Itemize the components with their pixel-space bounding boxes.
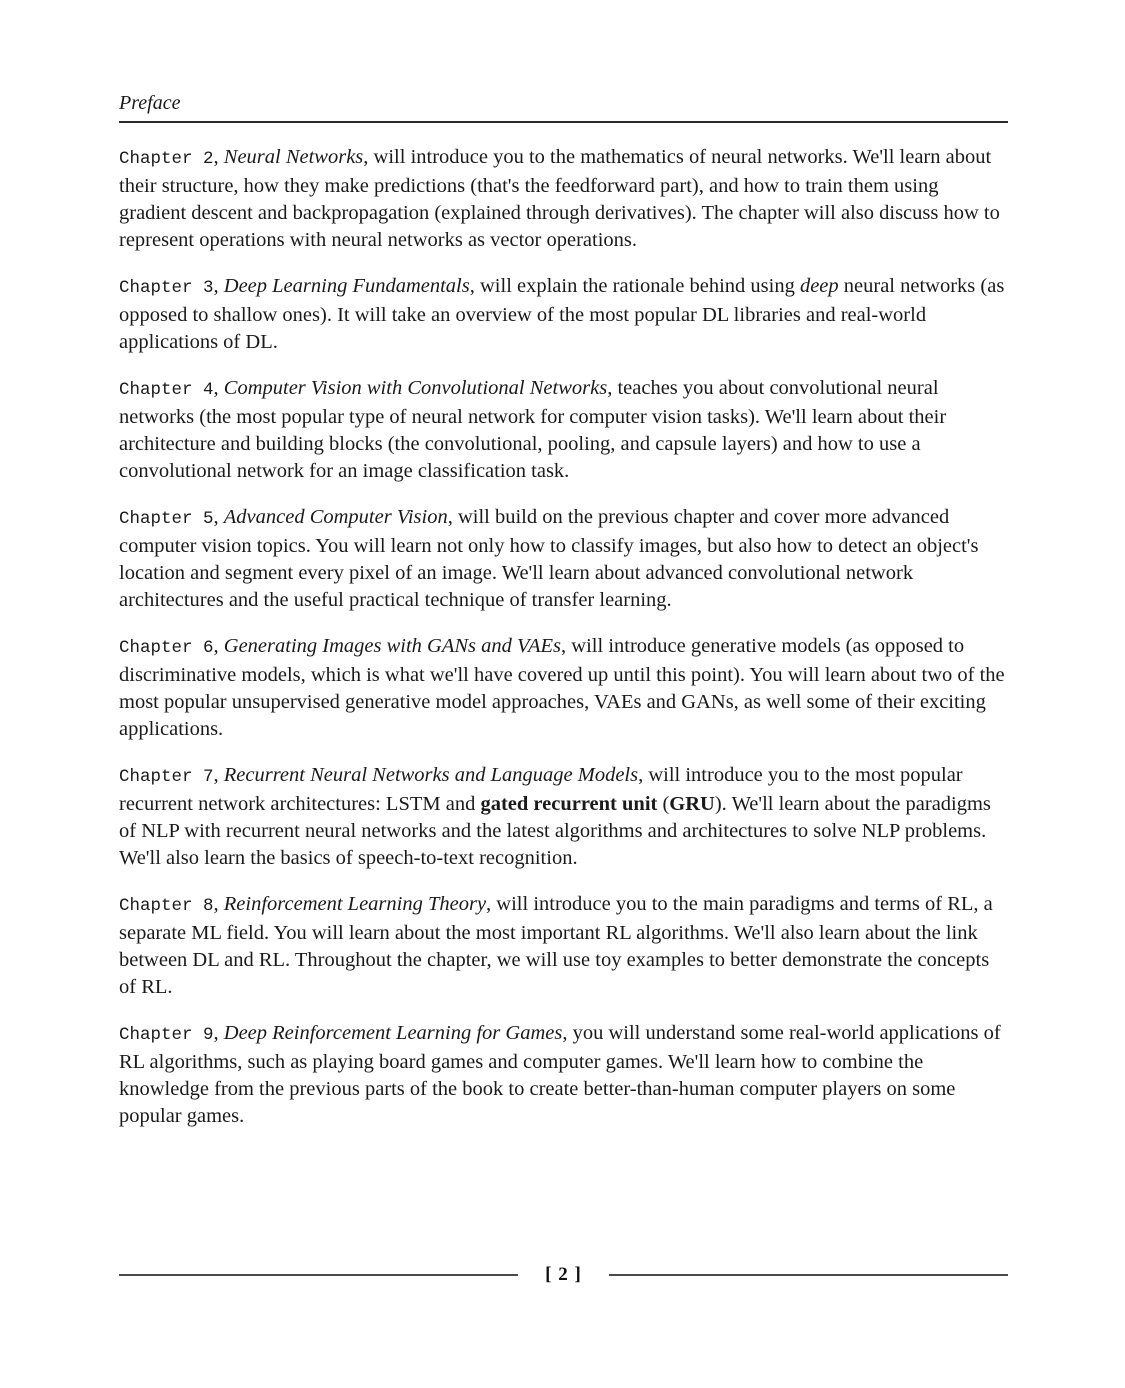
chapter-label: Chapter 8 bbox=[119, 896, 214, 916]
body-text: , bbox=[213, 893, 224, 915]
body-text: , bbox=[213, 146, 224, 168]
chapter-label: Chapter 3 bbox=[119, 278, 214, 298]
chapter-title: deep bbox=[799, 275, 839, 297]
chapter-label: Chapter 7 bbox=[119, 767, 214, 787]
chapter-paragraphs bbox=[119, 144, 1009, 1149]
chapter-title: Advanced Computer Vision bbox=[223, 506, 448, 528]
body-text: , will introduce you to the main paradigms and terms of RL, a separate ML field. You will learn about the most important RL algorithms. We'll also learn about the link between DL and RL. Throughout the chapter, we will use toy examples to better demonstrate the concepts of RL. bbox=[119, 893, 993, 998]
chapter-description-paragraph bbox=[119, 633, 1009, 743]
chapter-description-paragraph bbox=[119, 891, 1009, 1001]
chapter-description-paragraph bbox=[119, 273, 1009, 356]
chapter-description-paragraph bbox=[119, 144, 1009, 254]
chapter-title: Neural Networks bbox=[223, 146, 364, 168]
page-number: [ 2 ] bbox=[545, 1264, 582, 1285]
page-title: Preface bbox=[119, 92, 181, 114]
body-text: , teaches you about convolutional neural networks (the most popular type of neural network for computer vision tasks). We'll learn about their architecture and building blocks (the convolutional, pooling, and capsule layers) and how to use a convolutional network for an image classification task. bbox=[119, 377, 947, 482]
chapter-label: Chapter 2 bbox=[119, 149, 214, 169]
body-text: , bbox=[213, 764, 224, 786]
running-header bbox=[119, 92, 1008, 123]
chapter-title: Computer Vision with Convolutional Networks bbox=[223, 377, 608, 399]
body-text: , bbox=[213, 635, 224, 657]
body-text: , bbox=[213, 275, 224, 297]
body-text: , bbox=[213, 1022, 224, 1044]
body-text: , will introduce you to the most popular recurrent network architectures: LSTM and bbox=[119, 764, 963, 815]
bold-term: GRU bbox=[669, 793, 715, 815]
body-text: , you will understand some real-world applications of RL algorithms, such as playing board games and computer games. We'll learn how to combine the knowledge from the previous parts of the book to create better-than-human computer players on some popular games. bbox=[119, 1022, 1001, 1127]
chapter-description-paragraph bbox=[119, 504, 1009, 614]
chapter-label: Chapter 9 bbox=[119, 1025, 214, 1045]
body-text: , bbox=[213, 506, 224, 528]
footer-rule-left bbox=[119, 1274, 518, 1276]
chapter-label: Chapter 4 bbox=[119, 380, 214, 400]
chapter-title: Reinforcement Learning Theory bbox=[223, 893, 487, 915]
body-text: , will build on the previous chapter and cover more advanced computer vision topics. You will learn not only how to classify images, but also how to detect an object's location and segment every pixel of an image. We'll learn about advanced convolutional network architectures and the useful practical technique of transfer learning. bbox=[119, 506, 979, 611]
footer-rule-right bbox=[609, 1274, 1008, 1276]
body-text: neural networks (as opposed to shallow ones). It will take an overview of the most popular DL libraries and real-world applications of DL. bbox=[119, 275, 1005, 353]
page-footer bbox=[119, 1264, 1008, 1286]
body-text: , bbox=[213, 377, 224, 399]
chapter-description-paragraph bbox=[119, 762, 1009, 872]
chapter-label: Chapter 6 bbox=[119, 638, 214, 658]
body-text: , will explain the rationale behind using bbox=[469, 275, 800, 297]
body-text: , will introduce you to the mathematics of neural networks. We'll learn about their structure, how they make predictions (that's the feedforward part), and how to train them using gradient descent and backpropagation (explained through derivatives). The chapter will also discuss how to represent operations with neural networks as vector operations. bbox=[119, 146, 1000, 251]
chapter-title: Generating Images with GANs and VAEs bbox=[223, 635, 562, 657]
chapter-title: Recurrent Neural Networks and Language Models bbox=[223, 764, 639, 786]
body-text: ). We'll learn about the paradigms of NLP with recurrent neural networks and the latest algorithms and architectures to solve NLP problems. We'll also learn the basics of speech-to-text recognition. bbox=[119, 793, 991, 869]
chapter-description-paragraph bbox=[119, 375, 1009, 485]
chapter-title: Deep Learning Fundamentals bbox=[223, 275, 470, 297]
chapter-title: Deep Reinforcement Learning for Games bbox=[223, 1022, 563, 1044]
body-text: , will introduce generative models (as opposed to discriminative models, which is what we'll have covered up until this point). You will learn about two of the most popular unsupervised generative model approaches, VAEs and GANs, as well some of their exciting applications. bbox=[119, 635, 1005, 740]
chapter-description-paragraph bbox=[119, 1020, 1009, 1130]
body-text: ( bbox=[657, 793, 670, 815]
chapter-label: Chapter 5 bbox=[119, 509, 214, 529]
bold-term: gated recurrent unit bbox=[480, 793, 658, 815]
